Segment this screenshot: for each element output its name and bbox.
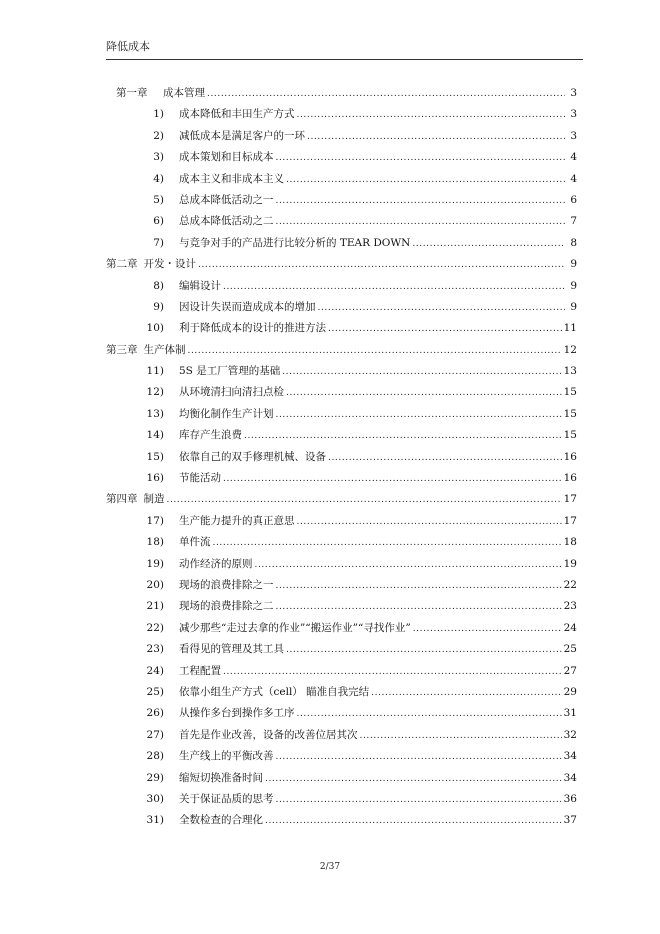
toc-page-number: 36 xyxy=(563,792,577,805)
header-divider xyxy=(106,59,583,60)
toc-section-heading xyxy=(106,147,274,168)
toc-page-number: 9 xyxy=(570,279,577,292)
toc-chapter-label: 第三章 xyxy=(106,343,138,356)
toc-chapter-entry[interactable] xyxy=(106,340,577,361)
toc-dot-leader xyxy=(360,725,562,747)
toc-section-title: 因设计失误而造成成本的增加 xyxy=(179,300,316,313)
toc-section-entry[interactable] xyxy=(106,126,577,147)
toc-section-entry[interactable] xyxy=(106,276,577,297)
toc-section-entry[interactable] xyxy=(106,768,577,789)
toc-section-number: 31) xyxy=(146,814,164,827)
toc-section-title: 节能活动 xyxy=(179,472,221,485)
toc-section-heading xyxy=(106,639,284,660)
toc-section-heading xyxy=(106,382,284,403)
toc-chapter-label: 第一章 xyxy=(116,87,148,99)
toc-section-heading xyxy=(106,554,253,575)
toc-section-title: 生产能力提升的真正意思 xyxy=(179,514,295,527)
toc-section-entry[interactable] xyxy=(106,190,577,211)
toc-section-title: 减低成本是满足客户的一环 xyxy=(179,129,305,142)
toc-section-number: 13) xyxy=(146,407,164,420)
toc-section-entry[interactable] xyxy=(106,297,577,318)
toc-page-number: 37 xyxy=(563,814,577,827)
toc-section-entry[interactable] xyxy=(106,425,577,446)
toc-section-title: 现场的浪费排除之二 xyxy=(179,600,274,613)
toc-section-number: 2) xyxy=(153,129,164,142)
toc-section-title: 总成本降低活动之二 xyxy=(179,215,274,228)
toc-chapter-heading xyxy=(106,83,205,104)
toc-section-entry[interactable] xyxy=(106,404,577,425)
toc-dot-leader xyxy=(328,318,562,340)
toc-section-title: 5S 是工厂管理的基础 xyxy=(179,365,281,378)
toc-dot-leader xyxy=(412,233,565,255)
toc-section-entry[interactable] xyxy=(106,361,577,382)
toc-page-number: 9 xyxy=(570,258,577,271)
toc-page-number: 27 xyxy=(563,664,577,677)
toc-page-number: 29 xyxy=(563,685,577,698)
toc-page-number: 18 xyxy=(563,536,577,549)
toc-page-number: 31 xyxy=(563,707,577,720)
toc-section-heading xyxy=(106,682,369,703)
toc-section-title: 看得见的管理及其工具 xyxy=(179,643,284,656)
toc-section-entry[interactable] xyxy=(106,104,577,125)
toc-section-number: 29) xyxy=(146,771,164,784)
toc-page-number: 3 xyxy=(570,108,577,121)
page-indicator: 2/37 xyxy=(319,862,341,872)
toc-section-number: 14) xyxy=(146,429,164,442)
toc-chapter-title: 开发・设计 xyxy=(143,258,196,271)
toc-dot-leader xyxy=(276,789,562,811)
toc-page-number: 7 xyxy=(570,215,577,228)
toc-section-entry[interactable] xyxy=(106,169,577,190)
toc-page-number: 6 xyxy=(570,193,577,206)
toc-section-number: 15) xyxy=(146,450,164,463)
toc-dot-leader xyxy=(297,703,562,725)
toc-chapter-label: 第四章 xyxy=(106,493,138,506)
toc-dot-leader xyxy=(223,468,562,490)
toc-section-title: 编辑设计 xyxy=(179,279,221,292)
toc-section-entry[interactable] xyxy=(106,532,577,553)
toc-section-heading xyxy=(106,596,274,617)
toc-page-number: 19 xyxy=(563,557,577,570)
toc-section-number: 6) xyxy=(153,215,164,228)
toc-page-number: 32 xyxy=(563,728,577,741)
toc-section-heading xyxy=(106,190,274,211)
toc-dot-leader xyxy=(286,382,562,404)
toc-chapter-entry[interactable] xyxy=(106,254,577,275)
toc-section-heading xyxy=(106,211,274,232)
toc-page-number: 16 xyxy=(563,472,577,485)
toc-section-heading xyxy=(106,468,221,489)
toc-section-heading xyxy=(106,511,295,532)
toc-section-number: 4) xyxy=(153,172,164,185)
toc-page-number: 16 xyxy=(563,450,577,463)
toc-dot-leader xyxy=(413,618,562,640)
toc-dot-leader xyxy=(276,211,566,233)
toc-page-number: 4 xyxy=(570,151,577,164)
toc-section-entry[interactable] xyxy=(106,746,577,767)
toc-section-heading xyxy=(106,425,242,446)
toc-section-entry[interactable] xyxy=(106,682,577,703)
toc-section-number: 24) xyxy=(146,664,164,677)
toc-section-entry[interactable] xyxy=(106,447,577,468)
toc-section-number: 5) xyxy=(153,193,164,206)
toc-page-number: 9 xyxy=(570,300,577,313)
toc-dot-leader xyxy=(286,169,565,191)
toc-section-title: 均衡化制作生产计划 xyxy=(179,407,274,420)
toc-dot-leader xyxy=(223,661,562,683)
toc-dot-leader xyxy=(276,404,562,426)
toc-section-number: 11) xyxy=(146,365,164,378)
toc-section-number: 19) xyxy=(146,557,164,570)
toc-dot-leader xyxy=(198,254,565,276)
toc-section-number: 20) xyxy=(146,578,164,591)
toc-chapter-entry[interactable] xyxy=(106,83,577,104)
toc-section-title: 依靠自己的双手修理机械、设备 xyxy=(179,450,326,463)
toc-page-number: 23 xyxy=(563,600,577,613)
toc-chapter-title: 生产体制 xyxy=(143,343,186,356)
toc-section-number: 21) xyxy=(146,600,164,613)
toc-section-entry[interactable] xyxy=(106,318,577,339)
toc-section-entry[interactable] xyxy=(106,211,577,232)
toc-page-number: 4 xyxy=(570,172,577,185)
toc-dot-leader xyxy=(371,682,561,704)
toc-section-title: 总成本降低活动之一 xyxy=(179,193,274,206)
toc-section-title: 首先是作业改善，设备的改善位居其次 xyxy=(179,728,358,741)
toc-page-number: 15 xyxy=(563,407,577,420)
toc-page-number: 11 xyxy=(563,322,577,335)
toc-section-heading xyxy=(106,725,358,746)
toc-section-heading xyxy=(106,276,221,297)
toc-section-title: 依靠小组生产方式（cell） 瞄准自我完结 xyxy=(179,685,370,698)
toc-page-number: 15 xyxy=(563,429,577,442)
toc-page-number: 13 xyxy=(563,365,577,378)
toc-section-entry[interactable] xyxy=(106,596,577,617)
toc-section-number: 25) xyxy=(146,685,164,698)
toc-chapter-entry[interactable] xyxy=(106,489,577,510)
toc-section-entry[interactable] xyxy=(106,618,577,639)
toc-section-title: 现场的浪费排除之一 xyxy=(179,578,274,591)
toc-section-title: 工程配置 xyxy=(179,664,221,677)
toc-section-heading xyxy=(106,703,295,724)
toc-chapter-heading xyxy=(106,489,165,510)
toc-section-title: 从环境清扫向清扫点检 xyxy=(179,386,284,399)
toc-section-number: 3) xyxy=(153,151,164,164)
toc-section-number: 18) xyxy=(146,536,164,549)
toc-section-heading xyxy=(106,575,274,596)
toc-dot-leader xyxy=(276,575,562,597)
toc-section-number: 12) xyxy=(146,386,164,399)
toc-section-entry[interactable] xyxy=(106,725,577,746)
toc-dot-leader xyxy=(188,340,562,362)
toc-dot-leader xyxy=(297,104,566,126)
toc-dot-leader xyxy=(286,639,562,661)
toc-section-heading xyxy=(106,661,221,682)
toc-page-number: 3 xyxy=(570,129,577,142)
toc-section-heading xyxy=(106,447,326,468)
toc-section-title: 与竞争对手的产品进行比较分析的 TEAR DOWN xyxy=(179,236,411,249)
toc-dot-leader xyxy=(255,554,562,576)
toc-section-entry[interactable] xyxy=(106,575,577,596)
toc-section-title: 从操作多台到操作多工序 xyxy=(179,707,295,720)
toc-page-number: 22 xyxy=(563,578,577,591)
toc-section-entry[interactable] xyxy=(106,639,577,660)
toc-dot-leader xyxy=(276,147,566,169)
toc-section-number: 10) xyxy=(146,322,164,335)
toc-page-number: 34 xyxy=(563,750,577,763)
toc-section-entry[interactable] xyxy=(106,511,577,532)
toc-section-entry[interactable] xyxy=(106,789,577,810)
toc-dot-leader xyxy=(276,596,562,618)
toc-section-heading xyxy=(106,297,316,318)
toc-section-title: 减少那些“走过去拿的作业”“搬运作业”“寻找作业” xyxy=(179,621,411,634)
toc-section-heading xyxy=(106,104,295,125)
toc-page-number: 8 xyxy=(570,236,577,249)
toc-section-entry[interactable] xyxy=(106,468,577,489)
toc-section-entry[interactable] xyxy=(106,661,577,682)
toc-section-title: 利于降低成本的设计的推进方法 xyxy=(179,322,326,335)
toc-section-entry[interactable] xyxy=(106,147,577,168)
toc-dot-leader xyxy=(207,83,565,105)
toc-chapter-label: 第二章 xyxy=(106,258,138,271)
toc-section-number: 1) xyxy=(153,108,164,121)
toc-section-title: 缩短切换准备时间 xyxy=(179,771,263,784)
toc-page-number: 17 xyxy=(563,514,577,527)
toc-page-number: 15 xyxy=(563,386,577,399)
toc-section-number: 22) xyxy=(146,621,164,634)
toc-page-number: 3 xyxy=(570,87,577,99)
toc-dot-leader xyxy=(282,361,561,383)
toc-section-title: 关于保证品质的思考 xyxy=(179,792,274,805)
toc-section-number: 26) xyxy=(146,707,164,720)
toc-section-number: 28) xyxy=(146,750,164,763)
toc-section-number: 7) xyxy=(153,236,164,249)
toc-dot-leader xyxy=(297,511,562,533)
toc-section-heading xyxy=(106,361,280,382)
toc-page-number: 25 xyxy=(563,643,577,656)
toc-section-entry[interactable] xyxy=(106,810,577,831)
toc-section-heading xyxy=(106,126,305,147)
toc-section-number: 23) xyxy=(146,643,164,656)
toc-section-number: 8) xyxy=(153,279,164,292)
toc-section-title: 成本降低和丰田生产方式 xyxy=(179,108,295,121)
toc-section-title: 全数检查的合理化 xyxy=(179,814,263,827)
toc-section-heading xyxy=(106,789,274,810)
toc-dot-leader xyxy=(244,425,562,447)
toc-section-title: 单件流 xyxy=(179,536,211,549)
toc-chapter-heading xyxy=(106,254,196,275)
toc-dot-leader xyxy=(223,276,565,298)
toc-section-number: 17) xyxy=(146,514,164,527)
toc-dot-leader xyxy=(318,297,566,319)
toc-page-number: 12 xyxy=(563,343,577,356)
toc-section-heading xyxy=(106,746,274,767)
toc-section-title: 库存产生浪费 xyxy=(179,429,242,442)
toc-chapter-title: 成本管理 xyxy=(163,87,205,99)
toc-section-number: 27) xyxy=(146,728,164,741)
toc-dot-leader xyxy=(265,768,562,790)
toc-dot-leader xyxy=(328,447,562,469)
toc-dot-leader xyxy=(265,810,562,832)
toc-section-heading xyxy=(106,768,263,789)
toc-chapter-heading xyxy=(106,340,186,361)
toc-section-entry[interactable] xyxy=(106,233,577,254)
toc-section-entry[interactable] xyxy=(106,703,577,724)
toc-section-title: 成本策划和目标成本 xyxy=(179,151,274,164)
toc-section-heading xyxy=(106,618,411,639)
table-of-contents xyxy=(106,83,577,832)
toc-page-number: 34 xyxy=(563,771,577,784)
toc-section-title: 成本主义和非成本主义 xyxy=(179,172,284,185)
toc-dot-leader xyxy=(276,746,562,768)
toc-section-number: 16) xyxy=(146,472,164,485)
toc-section-heading xyxy=(106,233,410,254)
toc-dot-leader xyxy=(167,489,562,511)
toc-section-heading xyxy=(106,318,326,339)
toc-section-heading xyxy=(106,810,263,831)
toc-page-number: 24 xyxy=(563,621,577,634)
toc-dot-leader xyxy=(213,532,562,554)
toc-section-title: 生产线上的平衡改善 xyxy=(179,750,274,763)
toc-section-entry[interactable] xyxy=(106,382,577,403)
toc-page-number: 17 xyxy=(563,493,577,506)
toc-section-heading xyxy=(106,404,274,425)
toc-section-number: 30) xyxy=(146,792,164,805)
toc-section-heading xyxy=(106,532,211,553)
toc-section-heading xyxy=(106,169,284,190)
toc-chapter-title: 制造 xyxy=(143,493,165,506)
toc-section-title: 动作经济的原则 xyxy=(179,557,253,570)
toc-section-entry[interactable] xyxy=(106,554,577,575)
running-header-title: 降低成本 xyxy=(106,40,150,53)
toc-dot-leader xyxy=(276,190,566,212)
toc-section-number: 9) xyxy=(153,300,164,313)
toc-dot-leader xyxy=(307,126,565,148)
